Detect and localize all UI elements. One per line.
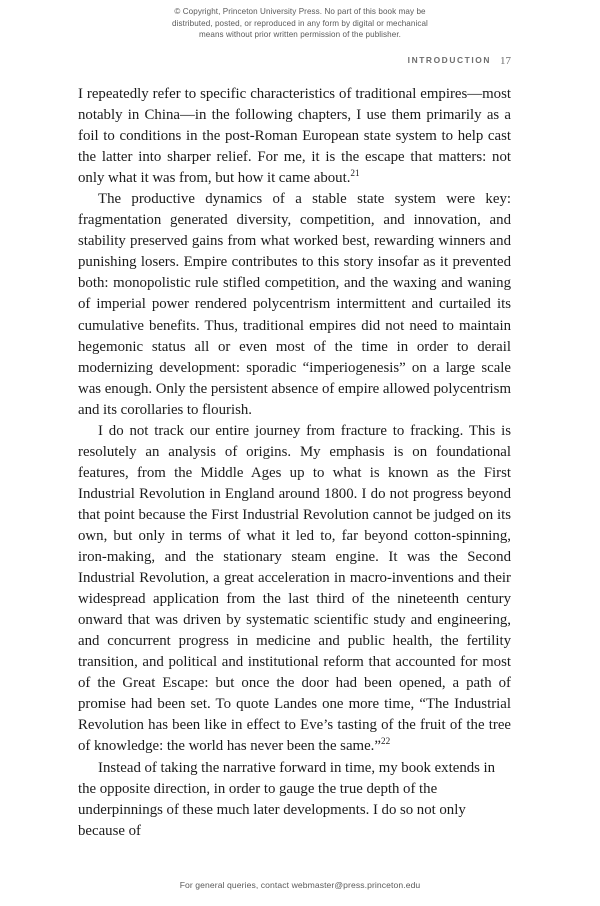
- paragraph-4-text: Instead of taking the narrative forward in time, my book extends in the opposite direction, in order to gauge the true depth of the underpinnings of these much later developments. I do so not only because of: [78, 759, 496, 839]
- paragraph-3-text: I do not track our entire journey from fracture to fracking. This is resolutely an analysis of origins. My emphasis is on foundational features, from the Middle Ages up to what is known as the First Industrial Revolution in England around 1800. I do not progress beyond that point because the First Industrial Revolution cannot be judged on its own, but only in terms of what it led to, far beyond cotton-spinning, iron-making, and the stationary steam engine. It was the Second Industrial Revolution, a great acceleration in macro-inventions and their widespread application from the last third of the nineteenth century onward that was driven by systematic scientific study and engineering, and concurrent progress in medicine and public health, the fertility transition, and political and institutional reform that accounted for most of the Great Escape: but once the door had been opened, a path of promise had been set. To quote Landes one more time, “The Industrial Revolution has been like in effect to Eve’s tasting of the fruit of the tree of knowledge: the world has never been the same.”: [78, 422, 511, 755]
- footnote-ref-22[interactable]: 22: [380, 736, 391, 747]
- paragraph-4: [78, 758, 511, 842]
- footer-text: For general queries, contact webmaster@press.princeton.edu: [179, 880, 421, 890]
- running-head-title: INTRODUCTION: [407, 55, 491, 65]
- copyright-line-2: distributed, posted, or reproduced in any form by digital or mechanical: [172, 18, 428, 28]
- copyright-line-3: means without prior written permission of the publisher.: [198, 30, 402, 40]
- paragraph-1: [78, 84, 511, 189]
- copyright-notice: [128, 6, 472, 41]
- page-number: 17: [500, 55, 511, 67]
- running-head: [78, 54, 511, 66]
- paragraph-3: [78, 421, 511, 758]
- paragraph-1-text: I repeatedly refer to specific characteristics of traditional empires—most notably in China—in the following chapters, I use them primarily as a foil to conditions in the post-Roman European state system to help cast the latter into sharper relief. For me, it is the escape that matters: not only what it was from, but how it came about.: [78, 86, 511, 187]
- copyright-line-1: © Copyright, Princeton University Press. No part of this book may be: [174, 7, 426, 16]
- paragraph-2: [78, 189, 511, 421]
- footnote-ref-21[interactable]: 21: [350, 168, 360, 179]
- paragraph-2-text: The productive dynamics of a stable state system were key: fragmentation generated diversity, competition, and innovation, and stability preserved gains from what worked best, rewarding winners and punishing losers. Empire contributes to this story insofar as it prevented both: monopolistic rule stifled competition, and the waxing and waning of imperial power rendered polycentrism intermittent and curtailed its cumulative benefits. Thus, traditional empires did not need to maintain hegemonic status all or even most of the time in order to derail modernizing development: sporadic “imperiogenesis” on a large scale was enough. Only the persistent absence of empire allowed polycentrism and its corollaries to flourish.: [78, 191, 511, 418]
- page-footer: [0, 880, 600, 890]
- body-text-column: [78, 84, 511, 842]
